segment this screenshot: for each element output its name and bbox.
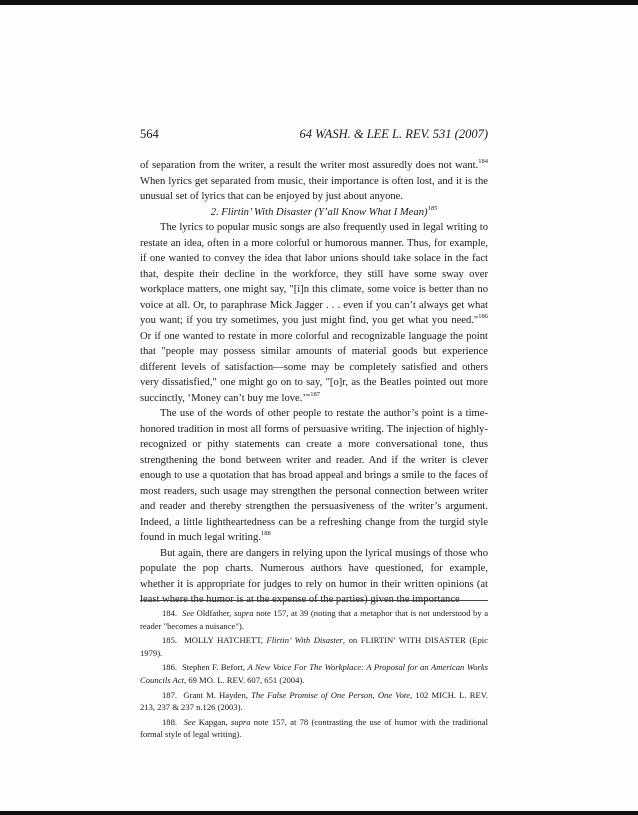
footnotes bbox=[140, 607, 488, 743]
paragraph-1: of separation from the writer, a result the writer most assuredly does not want.$^{184}$ When lyrics get separated from music, their importance is often lost, and it is the unusual set of lyrics that can be enjoyed by just about anyone. bbox=[140, 158, 488, 202]
paragraph-4: But again, there are dangers in relying upon the lyrical musings of those who populate the pop charts. Numerous authors have questioned, for example, whether it is appropriate for judges to rely on humor in their written opinions (at least where the humor is at the expense of the parties) given the importance bbox=[140, 547, 488, 605]
footnote-186: 186. Stephen F. Befort, A New Voice For The Workplace: A Proposal for an American Works Councils Act, 69 MO. L. REV. 607, 651 (2004). bbox=[140, 662, 488, 685]
footnote-divider bbox=[140, 600, 488, 601]
footnote-188: 188. See Kapgan, supra note 157, at 78 (contrasting the use of humor with the traditional formal style of legal writing). bbox=[140, 716, 489, 740]
footnote-185: 185. MOLLY HATCHETT, Flirtin’ With Disaster, on FLIRTIN’ WITH DISASTER (Epic 1979). bbox=[140, 635, 488, 658]
footnote-ref-185: 185 bbox=[427, 204, 438, 212]
paragraph-3: The use of the words of other people to restate the author’s point is a time-honored tradition in most all forms of persuasive writing. The injection of highly-recognized or pithy statements can create a more conversational tone, thus strengthening the bond between writer and reader. And if the writer is clever enough to use a quotation that has broad appeal and brings a smile to the faces of most readers, such usage may strengthen the personal connection between writer and reader and thereby strengthen the persuasiveness of the writer’s argument. Indeed, a little lightheartedness can be a refreshing change from the turgid style found in much legal writing.$^{188}$ bbox=[140, 408, 488, 543]
footnote-ref-188: 188 bbox=[260, 530, 271, 537]
footnote-ref-187: 187 bbox=[310, 390, 320, 398]
footnote-ref-184: 184 bbox=[478, 158, 488, 165]
footnote-ref-186: 186 bbox=[478, 313, 488, 320]
body-text bbox=[140, 158, 488, 608]
scan-top-edge bbox=[0, 0, 638, 5]
footnote-184: 184. See Oldfather, supra note 157, at 39 (noting that a metaphor that is not understood by a reader "becomes a nuisance"). bbox=[140, 608, 489, 631]
scan-bottom-edge bbox=[0, 811, 638, 815]
journal-citation: 64 WASH. & LEE L. REV. 531 (2007) bbox=[299, 127, 488, 141]
section-heading: 2. Flirtin’ With Disaster (Y’all Know What I Mean)$^{185}$ bbox=[210, 204, 438, 218]
footnote-187: 187. Grant M. Hayden, The False Promise of One Person, One Vote, 102 MICH. L. REV. 213, 237 & 237 n.126 (2003). bbox=[140, 689, 488, 713]
paragraph-2: The lyrics to popular music songs are also frequently used in legal writing to restate an idea, often in a more colorful or humorous manner. Thus, for example, if one wanted to convey the idea that labor unions should take solace in the fact that, despite their decline in the workforce, they still have some sway over workplace matters, one might say, "[i]n this climate, some voice is better than no voice at all. Or, to paraphrase Mick Jagger . . . even if you can’t always get what you want; if you try sometimes, you just might find, you get what you need."$^{186}$ Or if one wanted to restate in more colorful and recognizable language the point that "people may possess similar amounts of material goods but experience different levels of satisfaction—some may be completely satisfied and others very dissatisfied," one might go on to say, "[o]r, as the Beatles pointed out more succinctly, ‘Money can’t buy me love.’"$^{187}$ bbox=[140, 222, 488, 404]
page-header bbox=[140, 127, 488, 142]
page-number: 564 bbox=[140, 127, 159, 141]
